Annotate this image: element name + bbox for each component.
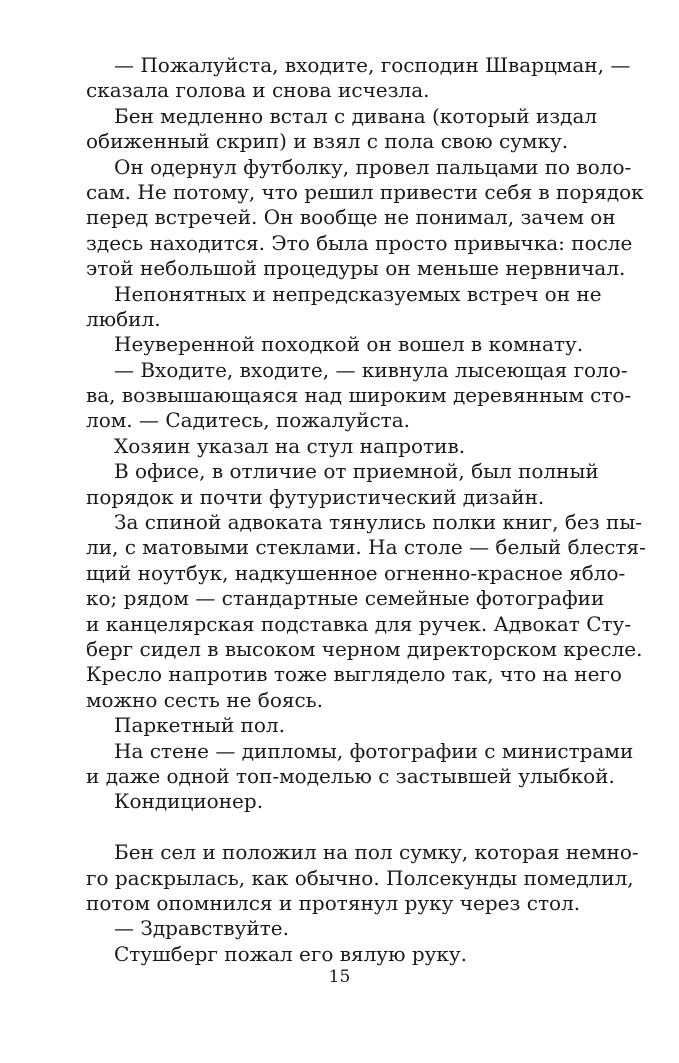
text-line: Паркетный пол. xyxy=(114,713,285,738)
text-line: Кресло напротив тоже выглядело так, что на него xyxy=(86,662,622,687)
text-line: Неуверенной походкой он вошел в комнату. xyxy=(114,332,584,357)
text-line: обиженный скрип) и взял с пола свою сумку. xyxy=(86,129,569,154)
text-line: перед встречей. Он вообще не понимал, зачем он xyxy=(86,205,616,230)
blank-line xyxy=(86,815,586,840)
text-line: потом опомнился и протянул руку через стол. xyxy=(86,890,581,915)
text-line: За спиной адвоката тянулись полки книг, без пы- xyxy=(114,510,642,535)
text-line: — Пожалуйста, входите, господин Шварцман, — xyxy=(114,53,631,77)
page-number: 15 xyxy=(328,967,351,987)
text-line: Кондиционер. xyxy=(114,789,264,814)
text-line: — Входите, входите, — кивнула лысеющая голо- xyxy=(114,357,628,382)
body-text xyxy=(86,53,646,967)
text-line: Он одернул футболку, провел пальцами по воло- xyxy=(114,154,632,179)
text-line: Бен сел и положил на пол сумку, которая немно- xyxy=(114,840,639,865)
text-line: любил. xyxy=(86,306,161,331)
text-line: Хозяин указал на стул напротив. xyxy=(114,433,466,458)
text-line: Непонятных и непредсказуемых встреч он не xyxy=(114,281,602,306)
text-line: лом. — Садитесь, пожалуйста. xyxy=(86,408,410,433)
text-line: — Здравствуйте. xyxy=(114,916,289,941)
text-line: ва, возвышающаяся над широким деревянным сто- xyxy=(86,383,632,408)
text-line: ли, с матовыми стеклами. На столе — белый блестя- xyxy=(86,535,646,560)
text-line: сказала голова и снова исчезла. xyxy=(86,78,430,103)
text-line: ко; рядом — стандартные семейные фотографии xyxy=(86,586,605,611)
text-line: порядок и почти футуристический дизайн. xyxy=(86,484,545,509)
text-line: и даже одной топ-моделью с застывшей улыбкой. xyxy=(86,763,615,788)
text-line: В офисе, в отличие от приемной, был полный xyxy=(114,459,599,484)
text-line: Стушберг пожал его вялую руку. xyxy=(114,941,468,966)
text-line: го раскрылась, как обычно. Полсекунды помедлил, xyxy=(86,865,634,890)
text-line: сам. Не потому, что решил привести себя в порядок xyxy=(86,179,644,204)
text-line: щий ноутбук, надкушенное огненно-красное ябло- xyxy=(86,560,626,585)
text-line: берг сидел в высоком черном директорском кресле. xyxy=(86,636,643,661)
text-line: можно сесть не боясь. xyxy=(86,687,323,712)
text-line: и канцелярская подставка для ручек. Адвокат Сту- xyxy=(86,611,632,636)
text-line: здесь находится. Это была просто привычка: после xyxy=(86,230,633,255)
text-line: этой небольшой процедуры он меньше нервничал. xyxy=(86,256,626,281)
text-line: На стене — дипломы, фотографии с министрами xyxy=(114,738,634,763)
text-line: Бен медленно встал с дивана (который издал xyxy=(114,103,598,128)
